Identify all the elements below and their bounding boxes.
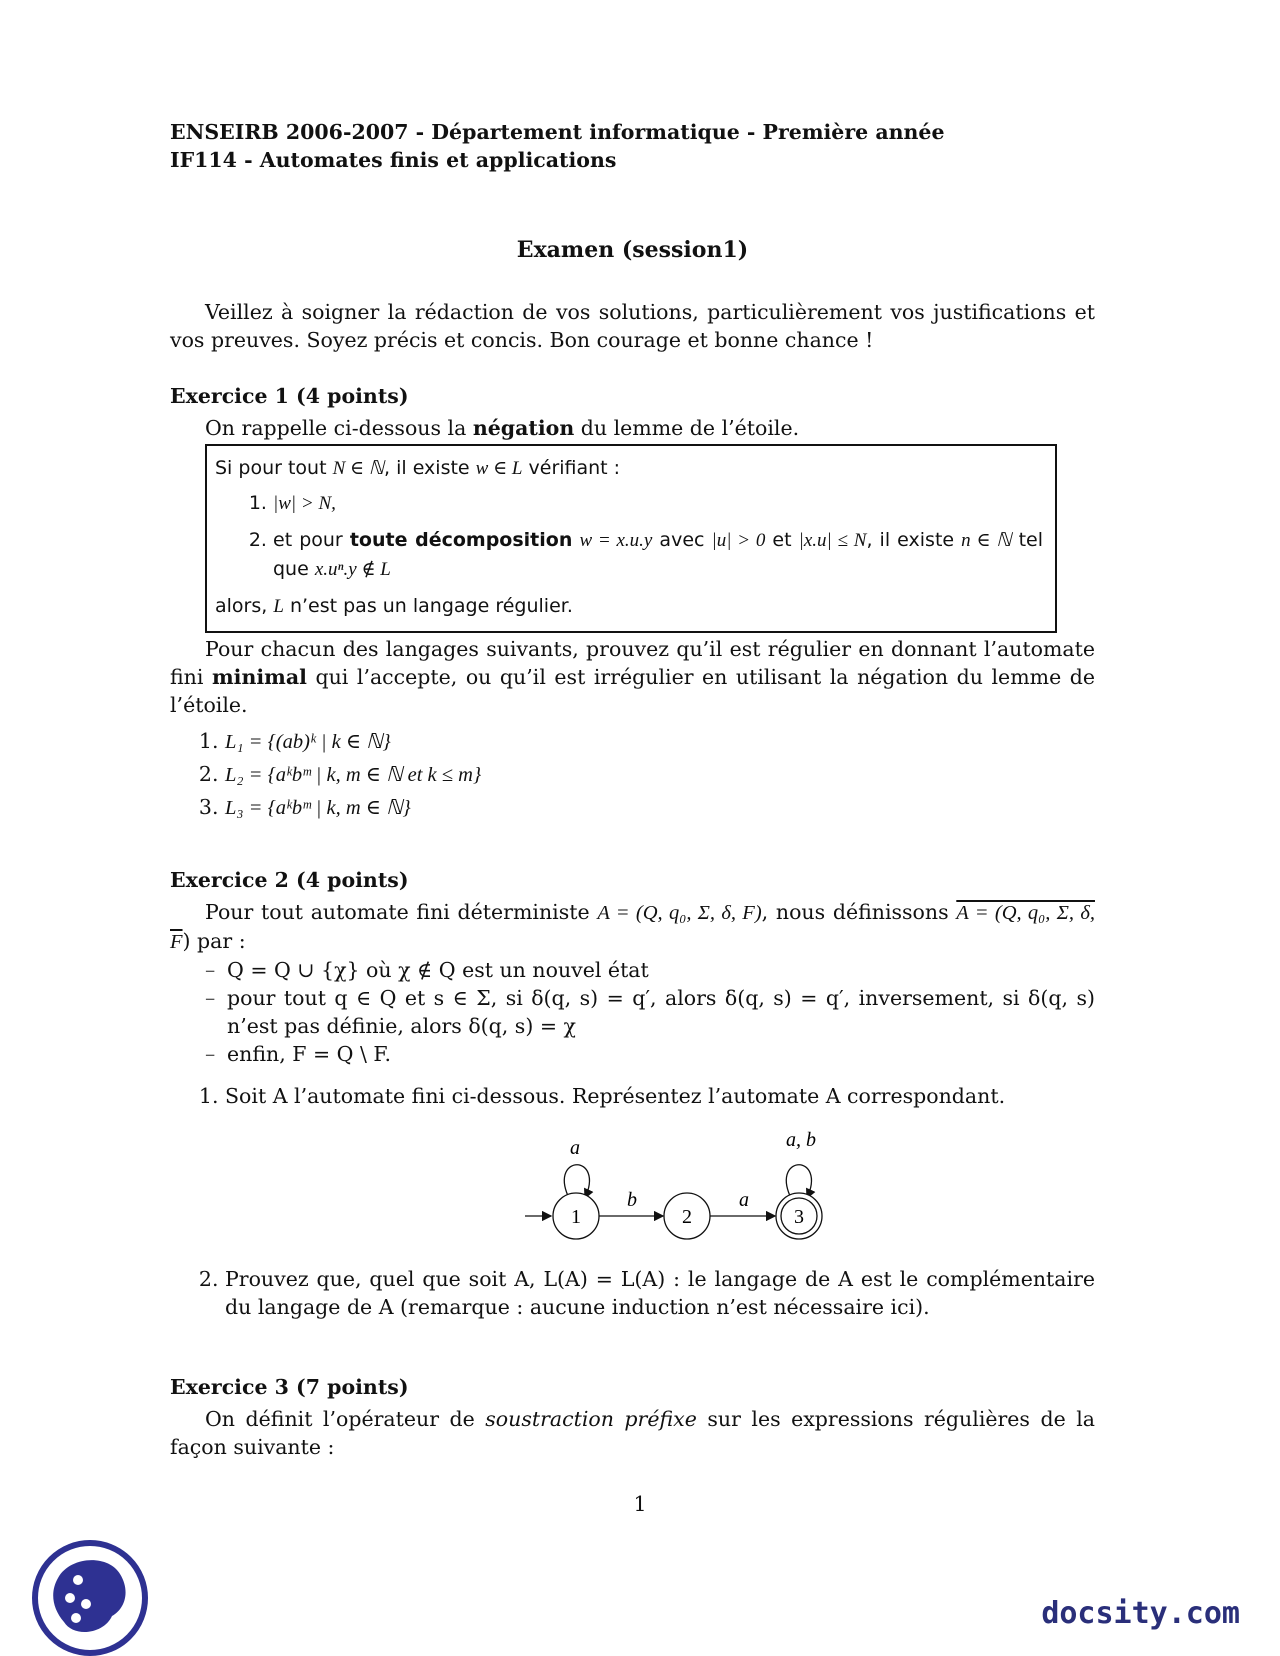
docsity-logo-icon <box>30 1538 150 1656</box>
definition-bullet: – pour tout q ∈ Q et s ∈ Σ, si δ(q, s) = q′, alors δ(q, s) = q′, inversement, si δ(q, s) n’est pas définie, alors δ(q, s) = χ <box>205 984 1095 1040</box>
question-2: 2. Prouvez que, quel que soit A, L(A) = L(A) : le langage de A est le complémentaire du langage de A (remarque : aucune induction n’est nécessaire ici). <box>225 1265 1095 1321</box>
docsity-brand[interactable]: docsity.com <box>1041 1596 1240 1631</box>
automaton-diagram <box>525 1114 845 1249</box>
language-item: 2. L₂ = {aᵏbᵐ | k, m ∈ ℕ et k ≤ m} <box>225 760 1095 789</box>
star-lemma-negation-box <box>205 444 1057 633</box>
loop-3-label: a, b <box>786 1129 816 1151</box>
state-2-label: 2 <box>682 1206 692 1228</box>
page-number: 1 <box>633 1492 647 1516</box>
language-item: 1. L₁ = {(ab)ᵏ | k ∈ ℕ} <box>225 727 1095 756</box>
loop-1-label: a <box>570 1137 580 1159</box>
definition-bullet: – enfin, F = Q \ F. <box>205 1040 1095 1068</box>
box-conclusion: alors, L n’est pas un langage régulier. <box>215 595 573 617</box>
exercise-3-heading: Exercice 3 (7 points) <box>170 1375 409 1399</box>
definition-bullets <box>170 956 1095 1068</box>
exercise-1-task: Pour chacun des langages suivants, prouvez qu’il est régulier en donnant l’automate fini minimal qui l’accepte, ou qu’il est irrégulier en utilisant la négation du lemme de l’étoile. <box>170 637 1095 717</box>
exercise-1-recall: On rappelle ci-dessous la négation du lemme de l’étoile. <box>205 416 800 440</box>
exercise-2-definition: Pour tout automate fini déterministe A = (Q, q₀, Σ, δ, F), nous définissons A = (Q, q₀, Σ, δ, $\overline{F}$) par : <box>170 900 1095 953</box>
header-line-2: IF114 - Automates finis et applications <box>170 148 617 172</box>
exercise-1-heading: Exercice 1 (4 points) <box>170 384 409 408</box>
header-line-1: ENSEIRB 2006-2007 - Département informatique - Première année <box>170 120 945 144</box>
language-list <box>170 727 1095 822</box>
exercise-2-heading: Exercice 2 (4 points) <box>170 868 409 892</box>
state-3-label: 3 <box>794 1206 804 1228</box>
exercise-3-text: On définit l’opérateur de soustraction préfixe sur les expressions régulières de la façon suivante : <box>170 1407 1095 1459</box>
language-item: 3. L₃ = {aᵏbᵐ | k, m ∈ ℕ} <box>225 793 1095 822</box>
exam-title: Examen (session1) <box>516 237 749 263</box>
state-1-label: 1 <box>571 1206 581 1228</box>
intro-paragraph: Veillez à soigner la rédaction de vos solutions, particulièrement vos justifications et vos preuves. Soyez précis et concis. Bon courage et bonne chance ! <box>170 300 1095 352</box>
edge-1-2-label: b <box>627 1189 637 1211</box>
edge-2-3-label: a <box>739 1189 749 1211</box>
box-condition-1: 1. |w| > N, <box>273 489 1043 518</box>
exercise-2-questions <box>170 1082 1095 1321</box>
definition-bullet: – Q = Q ∪ {χ} où χ ∉ Q est un nouvel état <box>205 956 1095 984</box>
box-condition-2: 2. et pour toute décomposition w = x.u.y avec |u| > 0 et |x.u| ≤ N, il existe n ∈ ℕ tel que x.uⁿ.y ∉ L <box>273 526 1043 584</box>
question-1: 1. Soit A l’automate fini ci-dessous. Représentez l’automate A correspondant. a b a a, b 1 2 3 <box>225 1082 1095 1249</box>
exam-page <box>170 118 1095 1461</box>
box-line-1: Si pour tout N ∈ ℕ, il existe w ∈ L vérifiant : <box>215 457 621 479</box>
